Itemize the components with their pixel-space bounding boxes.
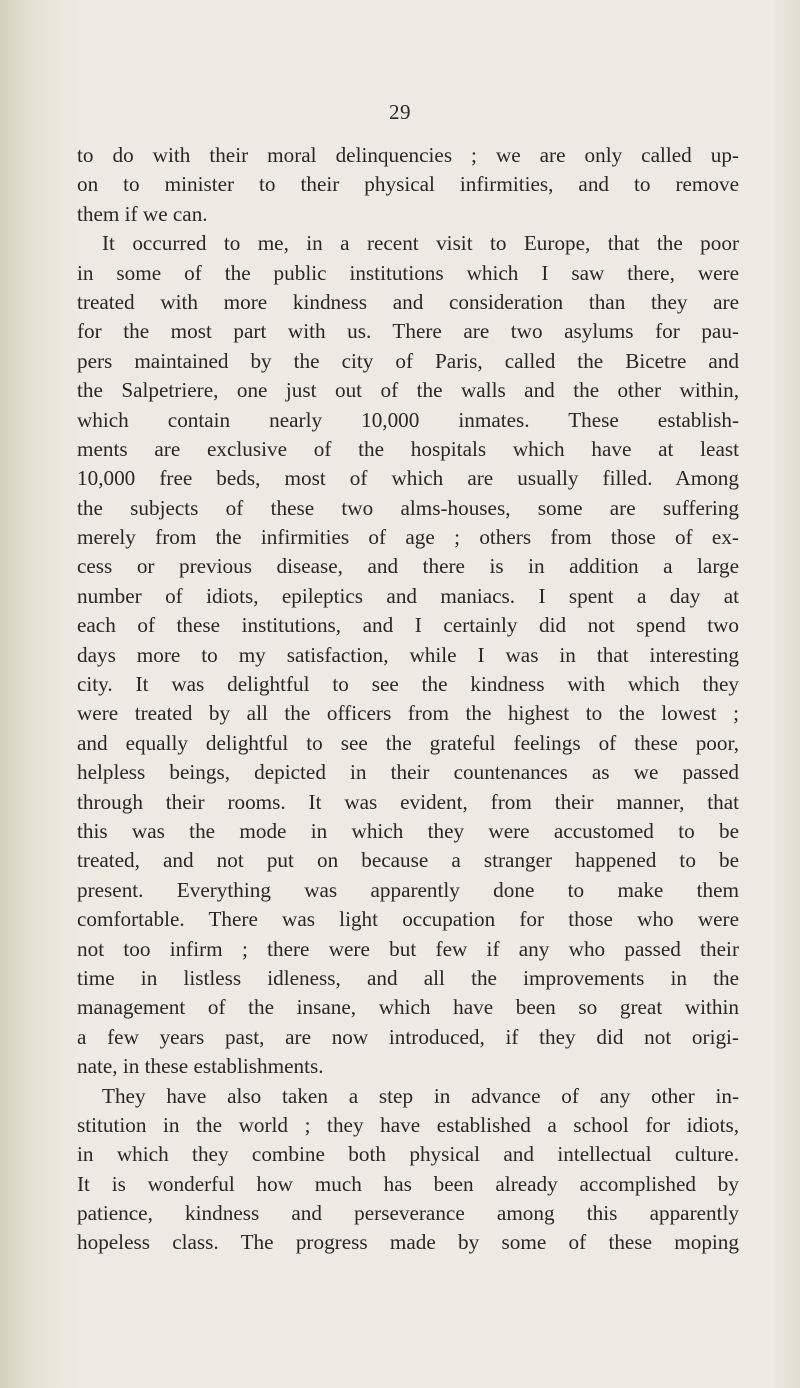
text-line: treated, and not put on because a stranger happened to be [77, 848, 739, 873]
text-line: number of idiots, epileptics and maniacs. I spent a day at [77, 583, 739, 608]
text-line: 10,000 free beds, most of which are usually filled. Among [77, 466, 739, 491]
text-line: the Salpetriere, one just out of the walls and the other within, [77, 378, 739, 403]
text-line: for the most part with us. There are two asylums for pau- [77, 319, 739, 344]
text-line: a few years past, are now introduced, if they did not origi- [77, 1024, 739, 1049]
text-line: time in listless idleness, and all the improvements in the [77, 965, 739, 990]
text-line: each of these institutions, and I certainly did not spend two [77, 613, 739, 638]
text-line: in which they combine both physical and intellectual culture. [77, 1142, 739, 1167]
text-line: It is wonderful how much has been already accomplished by [77, 1171, 739, 1196]
paragraph-start-line: They have also taken a step in advance of any other in- [102, 1083, 739, 1108]
paragraph-start-line: It occurred to me, in a recent visit to Europe, that the poor [102, 231, 739, 256]
text-line: in some of the public institutions which I saw there, were [77, 260, 739, 285]
text-line: the subjects of these two alms-houses, some are suffering [77, 495, 739, 520]
text-line: treated with more kindness and consideration than they are [77, 289, 739, 314]
text-line: and equally delightful to see the grateful feelings of these poor, [77, 730, 739, 755]
text-line: hopeless class. The progress made by some of these moping [77, 1230, 739, 1255]
text-line: comfortable. There was light occupation for those who were [77, 907, 739, 932]
text-line: pers maintained by the city of Paris, called the Bicetre and [77, 348, 739, 373]
text-line: nate, in these establishments. [77, 1054, 324, 1079]
text-line: city. It was delightful to see the kindness with which they [77, 672, 739, 697]
text-line: which contain nearly 10,000 inmates. These establish- [77, 407, 739, 432]
text-line: merely from the infirmities of age ; others from those of ex- [77, 525, 739, 550]
body-text [77, 141, 739, 1258]
text-line: through their rooms. It was evident, from their manner, that [77, 789, 739, 814]
text-line: this was the mode in which they were accustomed to be [77, 818, 739, 843]
text-line: to do with their moral delinquencies ; we are only called up- [77, 143, 739, 167]
text-line: them if we can. [77, 201, 208, 226]
text-line: not too infirm ; there were but few if any who passed their [77, 936, 739, 961]
text-line: patience, kindness and perseverance among this apparently [77, 1201, 739, 1226]
text-line: were treated by all the officers from the highest to the lowest ; [77, 701, 739, 726]
text-line: present. Everything was apparently done to make them [77, 877, 739, 902]
text-line: stitution in the world ; they have established a school for idiots, [77, 1112, 739, 1137]
text-line: ments are exclusive of the hospitals which have at least [77, 436, 739, 461]
page-number: 29 [389, 100, 411, 124]
text-line: management of the insane, which have been so great within [77, 995, 739, 1020]
text-line: helpless beings, depicted in their countenances as we passed [77, 760, 739, 785]
text-line: on to minister to their physical infirmities, and to remove [77, 172, 739, 197]
text-line: cess or previous disease, and there is in addition a large [77, 554, 739, 579]
text-line: days more to my satisfaction, while I was in that interesting [77, 642, 739, 667]
